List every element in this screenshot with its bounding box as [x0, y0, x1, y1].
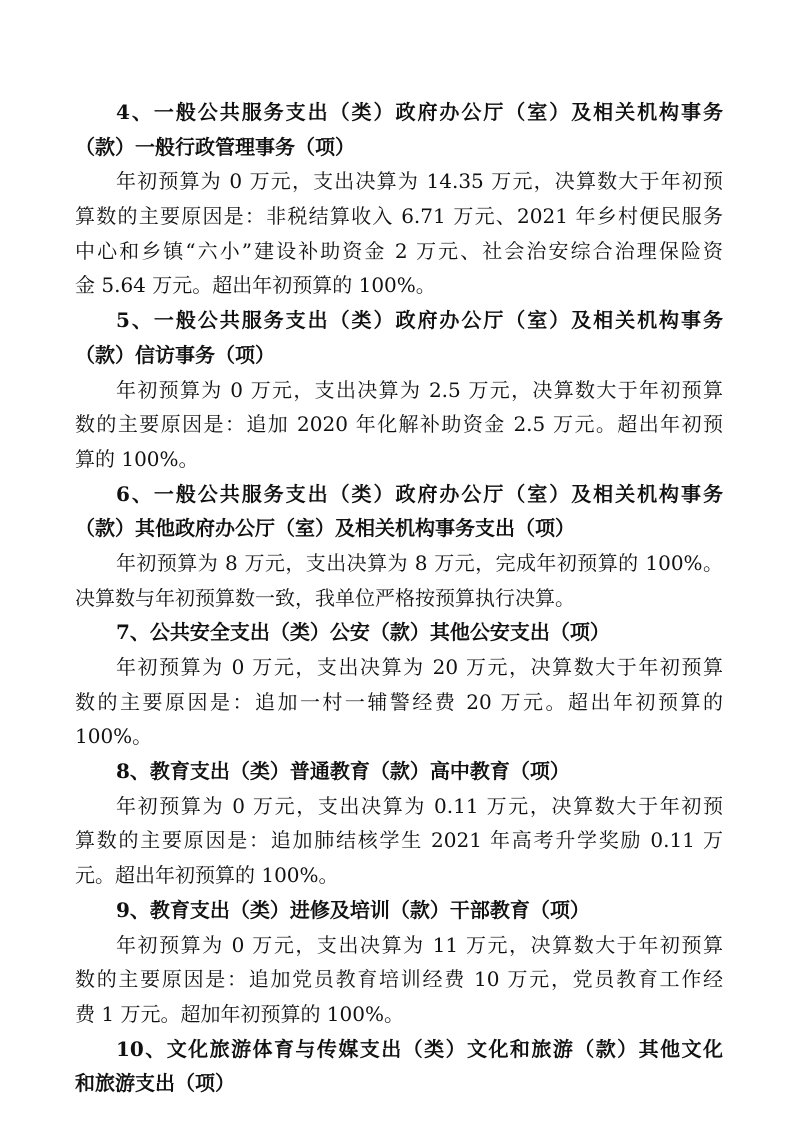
body-line: 年初预算为 0 万元，支出决算为 14.35 万元，决算数大于年初预 — [116, 169, 723, 194]
body-line: 算数的主要原因是：非税结算收入 6.71 万元、2021 年乡村便民服务 — [75, 204, 723, 229]
section-body — [75, 928, 723, 1032]
section-body — [75, 546, 723, 615]
section-heading — [75, 893, 723, 928]
section-10 — [75, 1032, 723, 1101]
document-page — [75, 95, 723, 1101]
body-line: 100%。 — [75, 724, 153, 749]
section-body — [75, 373, 723, 477]
section-5 — [75, 303, 723, 476]
body-line: 数的主要原因是：追加 2020 年化解补助资金 2.5 万元。超出年初预 — [75, 412, 723, 437]
section-6 — [75, 477, 723, 616]
body-line: 数的主要原因是：追加一村一辅警经费 20 万元。超出年初预算的 — [75, 689, 723, 714]
section-heading — [75, 477, 723, 546]
heading-line: （款）其他政府办公厅（室）及相关机构事务支出（项） — [75, 516, 575, 541]
section-9 — [75, 893, 723, 1032]
body-line: 算数的主要原因是：追加肺结核学生 2021 年高考升学奖励 0.11 万 — [75, 828, 723, 853]
body-line: 中心和乡镇“六小”建设补助资金 2 万元、社会治安综合治理保险资 — [75, 238, 723, 263]
body-line: 金 5.64 万元。超出年初预算的 100%。 — [75, 273, 436, 298]
body-line: 费 1 万元。超加年初预算的 100%。 — [75, 1001, 404, 1026]
heading-line: 7、公共安全支出（类）公安（款）其他公安支出（项） — [116, 620, 610, 645]
body-line: 算的 100%。 — [75, 446, 199, 471]
heading-line: 8、教育支出（类）普通教育（款）高中教育（项） — [116, 759, 570, 784]
body-line: 年初预算为 0 万元，支出决算为 20 万元，决算数大于年初预算 — [116, 655, 723, 679]
section-heading — [75, 303, 723, 372]
section-heading — [75, 754, 723, 789]
body-line: 数的主要原因是：追加党员教育培训经费 10 万元，党员教育工作经 — [75, 967, 723, 992]
heading-line: 4、一般公共服务支出（类）政府办公厅（室）及相关机构事务 — [116, 100, 723, 124]
section-heading — [75, 615, 723, 650]
body-line: 年初预算为 0 万元，支出决算为 2.5 万元，决算数大于年初预算 — [116, 377, 723, 402]
heading-line: （款）信访事务（项） — [75, 342, 275, 367]
body-line: 元。超出年初预算的 100%。 — [75, 863, 339, 888]
section-body — [75, 164, 723, 303]
section-body — [75, 789, 723, 893]
section-body — [75, 650, 723, 754]
section-7 — [75, 615, 723, 754]
section-4 — [75, 95, 723, 303]
heading-line: 和旅游支出（项） — [75, 1071, 235, 1096]
section-heading — [75, 1032, 723, 1101]
heading-line: 6、一般公共服务支出（类）政府办公厅（室）及相关机构事务 — [116, 481, 723, 506]
heading-line: 10、文化旅游体育与传媒支出（类）文化和旅游（款）其他文化 — [116, 1036, 723, 1061]
body-line: 决算数与年初预算数一致，我单位严格按预算执行决算。 — [75, 585, 575, 610]
heading-line: 9、教育支出（类）进修及培训（款）干部教育（项） — [116, 897, 590, 922]
body-line: 年初预算为 0 万元，支出决算为 0.11 万元，决算数大于年初预 — [116, 793, 723, 818]
body-line: 年初预算为 0 万元，支出决算为 11 万元，决算数大于年初预算 — [116, 932, 723, 957]
section-8 — [75, 754, 723, 893]
section-heading — [75, 95, 723, 164]
heading-line: （款）一般行政管理事务（项） — [75, 134, 355, 159]
heading-line: 5、一般公共服务支出（类）政府办公厅（室）及相关机构事务 — [116, 308, 723, 333]
body-line: 年初预算为 8 万元，支出决算为 8 万元，完成年初预算的 100%。 — [116, 550, 723, 575]
